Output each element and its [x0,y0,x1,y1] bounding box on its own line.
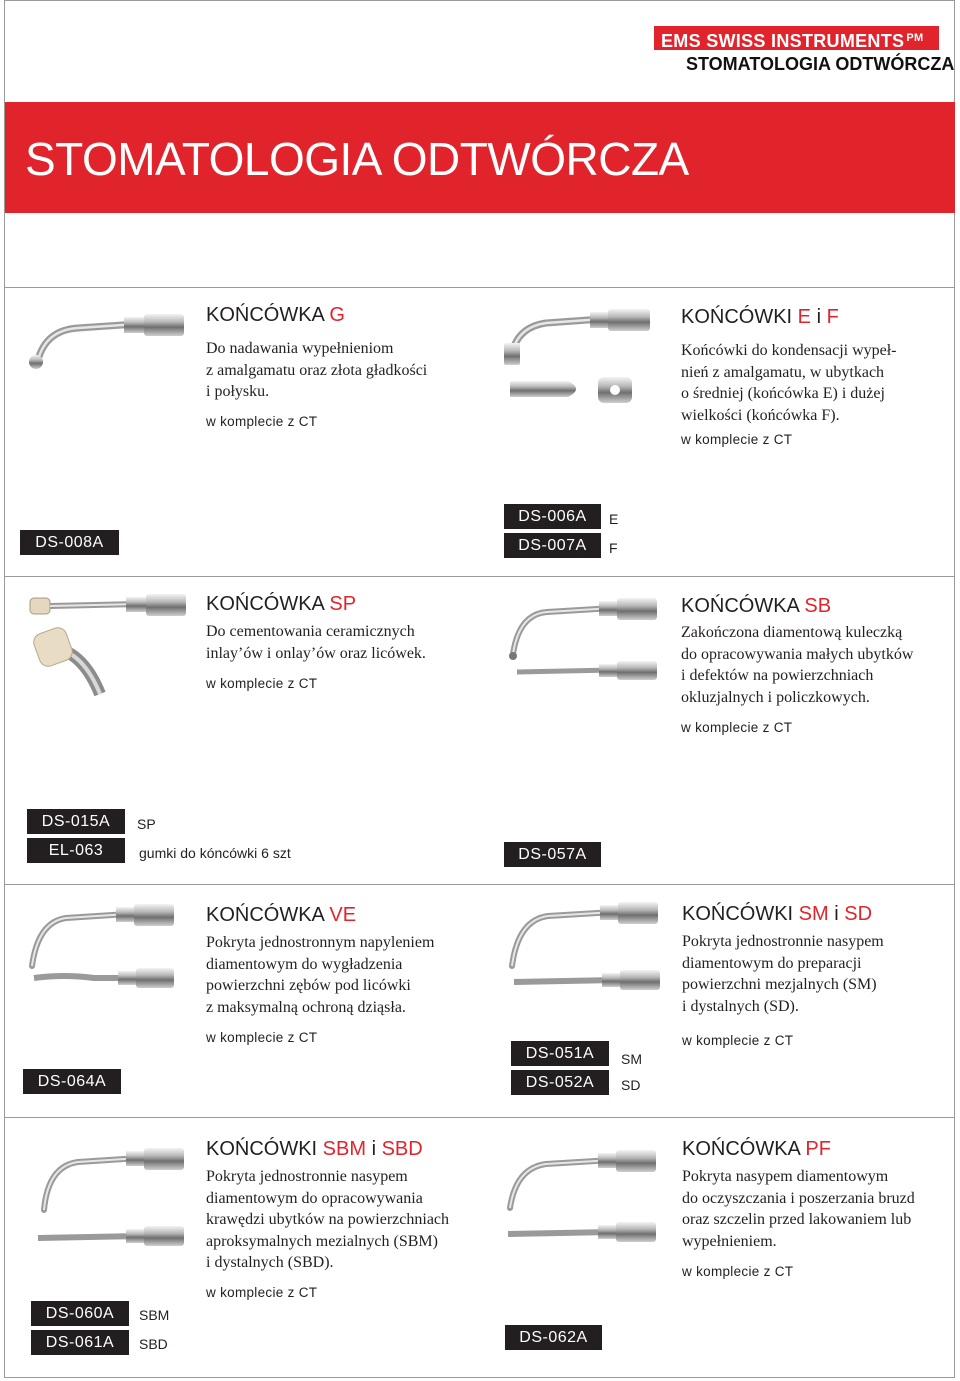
kit-note: w komplecie z CT [206,1030,318,1045]
section-divider [4,576,955,577]
code-variant: SM [621,1051,642,1067]
kit-note: w komplecie z CT [206,414,318,429]
product-code: DS-064A [23,1069,121,1094]
code-variant: gumki do kóncówki 6 szt [139,845,291,861]
tool-sm-sd-image [500,900,665,1000]
kit-note: w komplecie z CT [682,1033,794,1048]
product-code: DS-060A [31,1301,129,1326]
kit-note: w komplecie z CT [681,720,793,735]
product-code: DS-006A [504,504,601,529]
product-title: KOŃCÓWKA VE [206,904,357,926]
product-code: DS-062A [505,1325,602,1350]
section-divider [4,287,955,288]
kit-note: w komplecie z CT [206,1285,318,1300]
product-description: Pokryta jednostronnie nasypem diamentowym do opracowywania krawędzi ubytków na powierzchniach aproksymalnych mezialnych (SBM) i dystalnych (SBD). [206,1168,450,1271]
page-title: STOMATOLOGIA ODTWÓRCZA [25,133,689,185]
product-description: Końcówki do kondensacji wypeł- nień z amalgamatu, w ubytkach o średniej (końcówka E) i dużej wielkości (końcówka F). [681,342,897,424]
product-code: DS-015A [27,809,125,834]
brand-name: EMS SWISS INSTRUMENTS [661,31,905,51]
product-code: DS-061A [31,1330,129,1355]
product-code: DS-052A [511,1070,609,1095]
product-code: DS-051A [511,1041,609,1066]
product-code: DS-008A [20,530,119,555]
code-variant: E [609,511,619,527]
product-title: KOŃCÓWKA PF [682,1138,831,1160]
section-divider [4,884,955,885]
header-subtitle: STOMATOLOGIA ODTWÓRCZA [686,54,955,74]
product-title: KOŃCÓWKI SBM i SBD [206,1138,423,1160]
code-variant: SBM [139,1307,170,1323]
product-title: KOŃCÓWKI SM i SD [682,903,873,925]
brand-bar [654,26,939,50]
product-code: DS-007A [504,533,601,558]
product-code: EL-063 [27,838,125,863]
code-variant: SD [621,1077,641,1093]
product-title: KOŃCÓWKI E i F [681,306,839,328]
tool-ef-image [498,303,658,413]
product-description: Pokryta nasypem diamentowym do oczyszczania i poszerzania bruzd oraz szczelin przed lakowaniem lub wypełnieniem. [682,1168,915,1250]
product-description: Pokryta jednostronnie nasypem diamentowym do preparacji powierzchni mezjalnych (SM) i dystalnych (SD). [682,933,884,1015]
product-code: DS-057A [504,842,601,867]
tool-sbm-sbd-image [30,1140,190,1255]
code-variant: F [609,540,618,556]
code-variant: SP [137,816,156,832]
section-divider [4,1117,955,1118]
tool-pf-image [498,1146,663,1251]
product-description: Do nadawania wypełnieniom z amalgamatu oraz złota gładkości i połysku. [206,340,428,400]
tool-sp-image [22,590,192,700]
tool-g-image [20,302,190,372]
kit-note: w komplecie z CT [206,676,318,691]
product-title: KOŃCÓWKA SP [206,593,357,615]
product-description: Do cementowania ceramicznych inlay’ów i onlay’ów oraz licówek. [206,623,426,662]
code-variant: SBD [139,1336,168,1352]
product-title: KOŃCÓWKA G [206,304,345,326]
product-description: Zakończona diamentową kuleczką do opracowywania małych ubytków i defektów na powierzchniach okluzjalnych i policzkowych. [681,624,914,706]
brand-mark: PM [906,32,924,44]
kit-note: w komplecie z CT [681,432,793,447]
product-title: KOŃCÓWKA SB [681,595,832,617]
tool-ve-image [24,902,179,997]
product-description: Pokryta jednostronnym napyleniem diamentowym do wygładzenia powierzchni zębów pod licówki z maksymalną ochroną dziąsła. [206,934,435,1016]
tool-sb-image [503,594,661,689]
kit-note: w komplecie z CT [682,1264,794,1279]
